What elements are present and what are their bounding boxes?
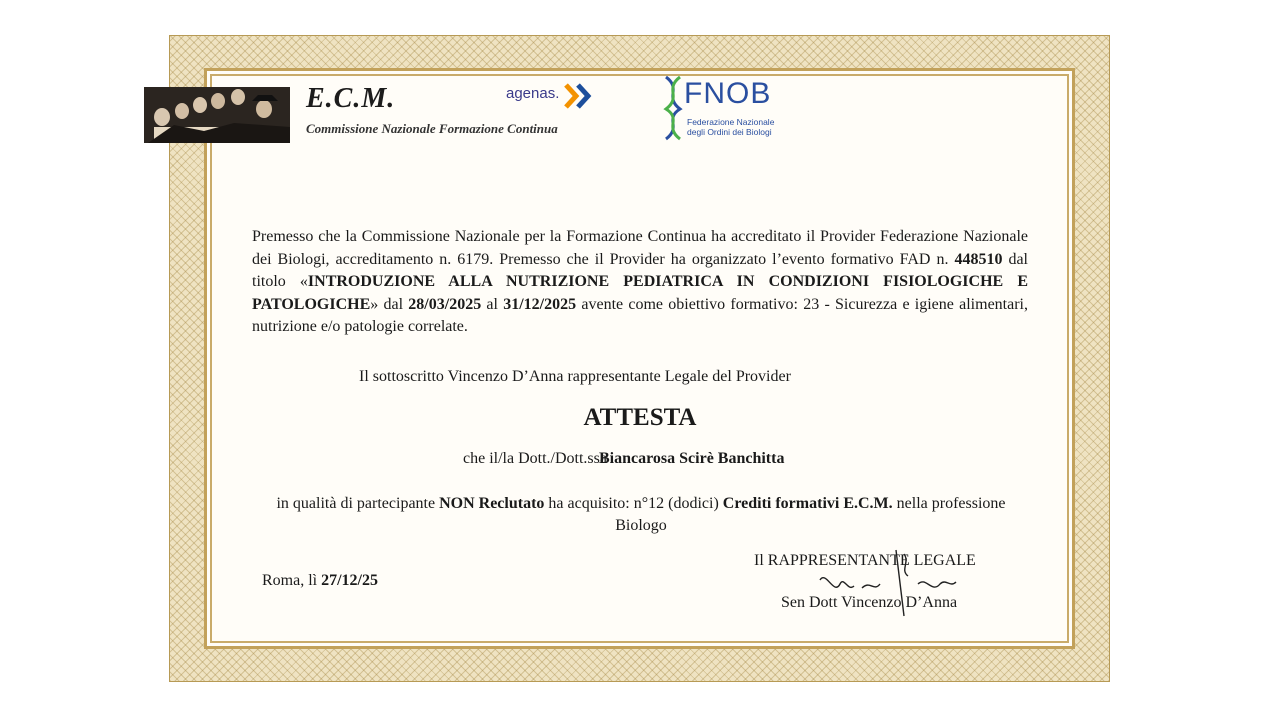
sottoscritto-line: Il sottoscritto Vincenzo D’Anna rappresentante Legale del Provider (359, 368, 791, 385)
fnob-subtitle-line-1: Federazione Nazionale (687, 117, 775, 127)
agenas-logo-icon (562, 81, 596, 111)
premessa-text-5: avente come obiettivo formativo: 23 - Sicurezza e igiene alimentari, nutrizione e/o patologie correlate. (252, 295, 1028, 336)
anatomy-painting-image (144, 87, 290, 143)
issue-date: 27/12/25 (321, 572, 378, 589)
representative-name: Sen Dott Vincenzo D’Anna (781, 594, 958, 611)
premessa-text-2: dal titolo « (252, 250, 1028, 291)
handwritten-signature (800, 540, 970, 620)
credits-text-3: nella professione Biologo (615, 495, 1006, 534)
ecm-subtitle: Commissione Nazionale Formazione Continua (306, 121, 558, 136)
premessa-text-1: Premesso che la Commissione Nazionale per la Formazione Continua ha accreditato il Provider Federazione Nazionale dei Biologi, accreditamento n. 6179. Premesso che il Provider ha organizzato l’evento formativo FAD n. (252, 228, 1028, 268)
event-title: INTRODUZIONE ALLA NUTRIZIONE PEDIATRICA IN CONDIZIONI FISIOLOGICHE E PATOLOGICHE (252, 273, 1029, 313)
place-date (262, 572, 378, 590)
participant-status: NON Reclutato (439, 495, 545, 512)
credits-paragraph (258, 493, 1024, 537)
premessa-paragraph (252, 226, 1028, 339)
logo-header (144, 75, 804, 155)
event-number: 448510 (954, 250, 1003, 268)
participant-prefix: che il/la Dott./Dott.ssa (463, 450, 607, 467)
attesta-heading: ATTESTA (583, 404, 697, 431)
representative-title: Il RAPPRESENTANTE LEGALE (754, 552, 976, 569)
event-date-to: 31/12/2025 (503, 295, 577, 313)
credits-label: Crediti formativi E.C.M. (722, 495, 893, 512)
ecm-title: E.C.M. (306, 83, 396, 114)
event-date-from: 28/03/2025 (408, 295, 482, 313)
credits-text-1: in qualità di partecipante (276, 495, 440, 512)
credits-text-2: ha acquisito: n°12 (dodici) (544, 495, 723, 512)
participant-name: Biancarosa Scirè Banchitta (598, 450, 785, 467)
agenas-logo-text: agenas. (506, 85, 560, 102)
premessa-text-3: » dal (370, 295, 409, 313)
fnob-logo-text: FNOB (684, 77, 772, 110)
dna-helix-icon (660, 75, 686, 141)
fnob-subtitle (687, 117, 774, 137)
premessa-text-4: al (481, 295, 504, 313)
place-prefix: Roma, lì (262, 572, 318, 589)
participant-line (463, 450, 792, 468)
fnob-subtitle-line-2: degli Ordini dei Biologi (687, 127, 772, 137)
